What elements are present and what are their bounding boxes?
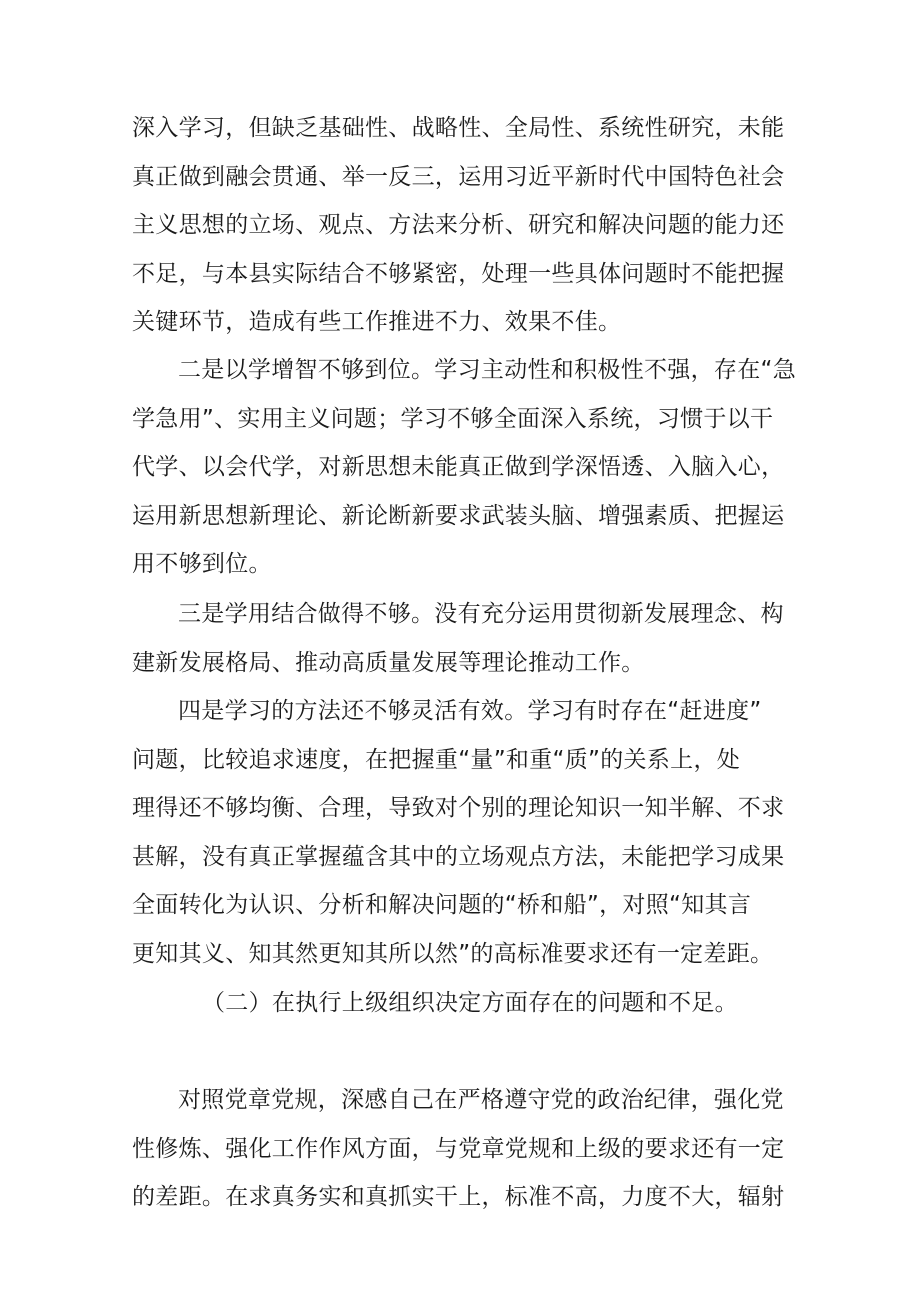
text-line: 建新发展格局、推动高质量发展等理论推动工作。: [132, 649, 645, 676]
text-line: 对照党章党规，深感自己在严格遵守党的政治纪律，强化党: [178, 1087, 784, 1113]
paragraph-point-3: [132, 590, 792, 687]
text-line: 主义思想的立场、观点、方法来分析、研究和解决问题的能力还: [132, 212, 785, 239]
text-line: 全面转化为认识、分析和解决问题的“桥和船”，对照“知其言: [132, 892, 752, 919]
text-line: 深入学习，但缺乏基础性、战略性、全局性、系统性研究，未能: [132, 115, 785, 141]
paragraph-point-2: [132, 346, 797, 589]
text-line: 三是学用结合做得不够。没有充分运用贯彻新发展理念、构: [178, 601, 784, 627]
paragraph-continued: [132, 104, 792, 347]
text-line: 不足，与本县实际结合不够紧密，处理一些具体问题时不能把握: [132, 260, 785, 287]
text-line: 二是以学增智不够到位。学习主动性和积极性不强，存在“急: [178, 357, 797, 383]
text-line: 甚解，没有真正掌握蕴含其中的立场观点方法，未能把学习成果: [132, 843, 785, 870]
text-line: 关键环节，造成有些工作推进不力、效果不佳。: [132, 309, 622, 336]
text-line: 更知其义、知其然更知其所以然”的高标准要求还有一定差距。: [132, 940, 774, 967]
text-line: 的差距。在求真务实和真抓实干上，标准不高，力度不大，辐射: [132, 1184, 785, 1211]
text-line: 学急用”、实用主义问题；学习不够全面深入系统，习惯于以干: [132, 405, 774, 432]
text-line: 真正做到融会贯通、举一反三，运用习近平新时代中国特色社会: [132, 163, 785, 190]
text-line: 代学、以会代学，对新思想未能真正做到学深悟透、入脑入心，: [132, 454, 785, 481]
text-line: 用不够到位。: [132, 551, 272, 578]
text-line: 问题，比较追求速度，在把握重“量”和重“质”的关系上，处: [132, 746, 741, 773]
section-heading-text: （二）在执行上级组织决定方面存在的问题和不足。: [202, 990, 738, 1016]
text-line: 四是学习的方法还不够灵活有效。学习有时存在“赶进度”: [178, 698, 762, 724]
paragraph-section-2-body: [132, 1076, 792, 1222]
section-heading: [132, 979, 792, 1028]
text-line: 运用新思想新理论、新论断新要求武装头脑、增强素质、把握运: [132, 502, 785, 529]
paragraph-point-4: [132, 687, 792, 979]
text-line: 理得还不够均衡、合理，导致对个别的理论知识一知半解、不求: [132, 795, 785, 822]
text-line: 性修炼、强化工作作风方面，与党章党规和上级的要求还有一定: [132, 1135, 785, 1162]
